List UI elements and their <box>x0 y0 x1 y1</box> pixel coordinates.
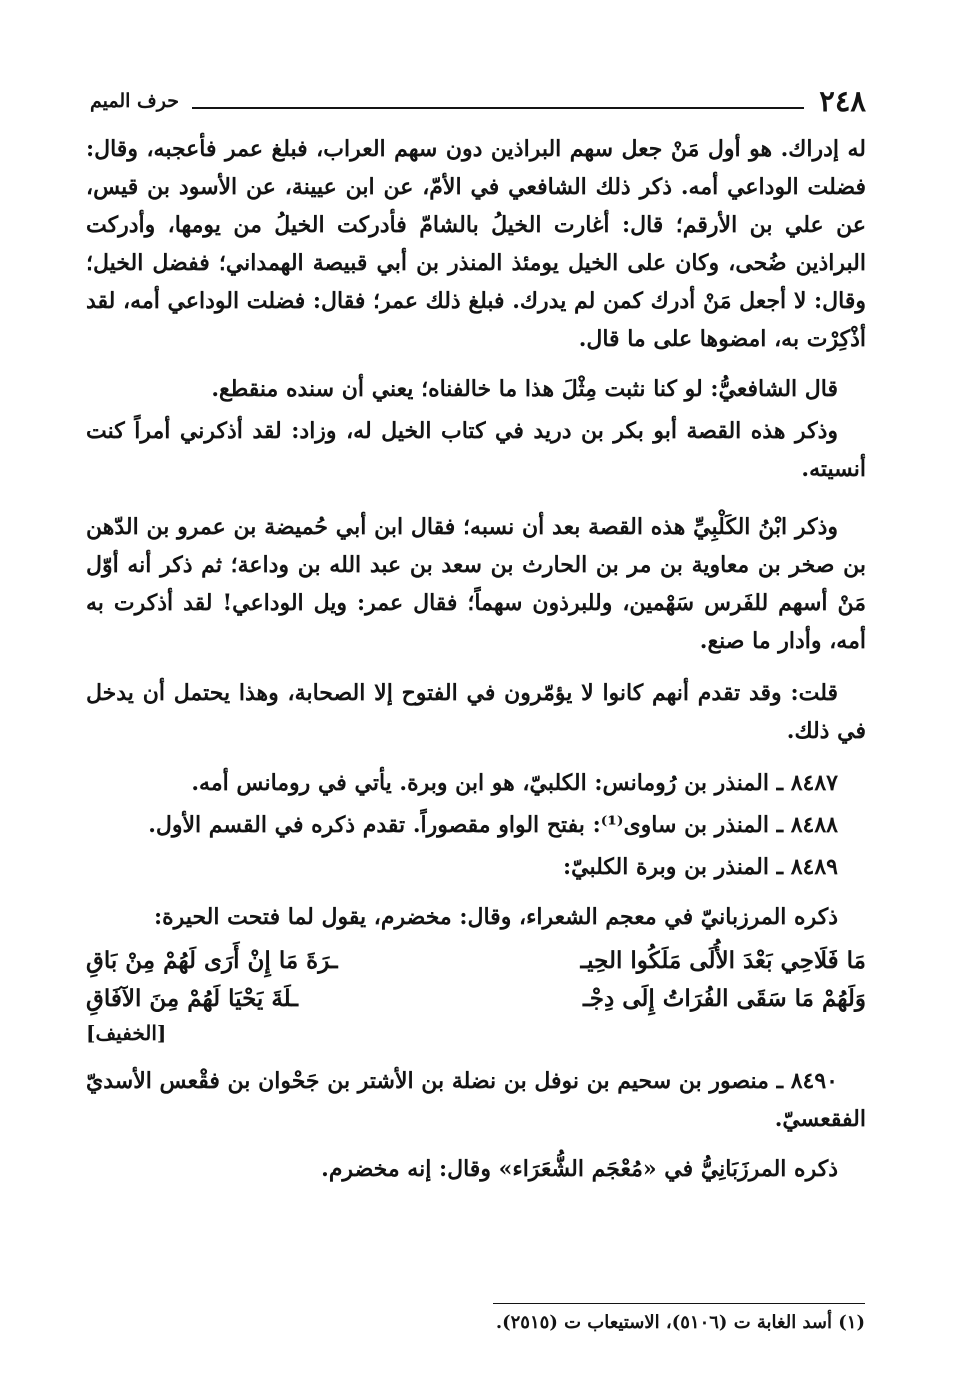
entry-8488: ٨٤٨٨ ـ المنذر بن ساوى⁽¹⁾: بفتح الواو مقصوراً. تقدم ذكره في القسم الأول. <box>148 812 838 838</box>
main-text <box>86 130 866 1188</box>
paragraph-qultu: قلت: وقد تقدم أنهم كانوا لا يؤمّرون في الفتوح إلا الصحابة، وهذا يحتمل أن يدخل في ذلك. <box>86 680 866 744</box>
verse-2-first-hemistich: وَلَهُمْ مَا سَقَى الفُرَاتُ إِلَى دِجْـ <box>583 985 866 1012</box>
paragraph-intro: له إدراك. هو أول مَنْ جعل سهم البراذين دون سهم العراب، فبلغ عمر فأعجبه، وقال: فضلت الوداعي أمه. ذكر ذلك الشافعي في الأمّ، عن ابن عيينة، عن الأسود بن قيس، عن علي بن الأرقم؛ قال: أغارت الخيلُ بالشامّ فأدركت الخيلُ من يومها، وأدركت البراذين ضُحى، وكان على الخيل يومئذ المنذر بن أبي قبيصة الهمداني؛ ففضل الخيل؛ وقال: لا أجعل مَنْ أدرك كمن لم يدرك. فبلغ ذلك عمر؛ فقال: فضلت الوداعي أمه، لقد أذْكِرْت به، امضوها على ما قال. <box>86 136 866 352</box>
paragraph-shafii: قال الشافعيُّ: لو كنا نثبت مِثْلَ هذا ما خالفناه؛ يعني أن سنده منقطع. <box>211 376 838 402</box>
verse-2 <box>86 980 866 1018</box>
header-rule <box>192 107 804 109</box>
poem <box>86 942 866 1048</box>
paragraph-marzubani: ذكره المرزبانيّ في معجم الشعراء، وقال: مخضرم، يقول لما فتحت الحيرة: <box>154 904 838 930</box>
section-title: حرف الميم <box>90 90 179 112</box>
paragraph-marzubani-mukhadram: ذكره المرزَبَانِيُّ في «مُعْجَم الشُّعَرَاء» وقال: إنه مخضرم. <box>321 1156 838 1182</box>
verse-1 <box>86 942 866 980</box>
paragraph-ibn-kalbi: وذكر ابْنُ الكَلْبِيِّ هذه القصة بعد أن نسبه؛ فقال ابن أبي حُميضة بن عمرو بن الدّهن بن صخر بن معاوية بن مر بن الحارث بن سعد بن عبد الله بن وداعة؛ ثم ذكر أنه أوّل مَنْ أسهم للفَرس سَهْمين، وللبرذون سهماً؛ فقال عمر: ويل الوداعي! لقد أذكرت به أمه، وأدار ما صنع. <box>86 514 866 654</box>
paragraph-ibn-durayd: وذكر هذه القصة أبو بكر بن دريد في كتاب الخيل له، وزاد: لقد أذكرني أمراً كنت أنسيته. <box>86 418 866 482</box>
entry-8490: ٨٤٩٠ ـ منصور بن سحيم بن نوفل بن نضلة بن الأشتر بن جَحْوان بن فقْعس الأسديّ الفقعسيّ. <box>86 1068 866 1132</box>
footnote: (١) أسد الغابة ت (٥١٠٦)، الاستيعاب ت (٢٥١٥). <box>495 1312 865 1333</box>
entry-8487: ٨٤٨٧ ـ المنذر بن رُومانس: الكلبيّ، هو ابن وبرة. يأتي في رومانس أمه. <box>191 770 838 796</box>
poem-meter: [الخفيف] <box>86 1021 167 1045</box>
verse-1-first-hemistich: مَا فَلَاحِي بَعْدَ الأُلَى مَلَكُوا الحِيـ <box>580 947 866 974</box>
verse-1-second-hemistich: ـرَةَ مَا إِنْ أَرَى لَهُمْ مِنْ بَاقِ <box>86 947 338 974</box>
verse-2-second-hemistich: ـلَةَ يَحْيَا لَهُمْ مِنَ الآفَاقِ <box>86 985 299 1012</box>
footnote-rule <box>493 1303 865 1304</box>
page-number: ٢٤٨ <box>819 84 866 118</box>
running-header <box>90 83 866 123</box>
entry-8489: ٨٤٨٩ ـ المنذر بن وبرة الكلبيّ: <box>563 854 838 880</box>
